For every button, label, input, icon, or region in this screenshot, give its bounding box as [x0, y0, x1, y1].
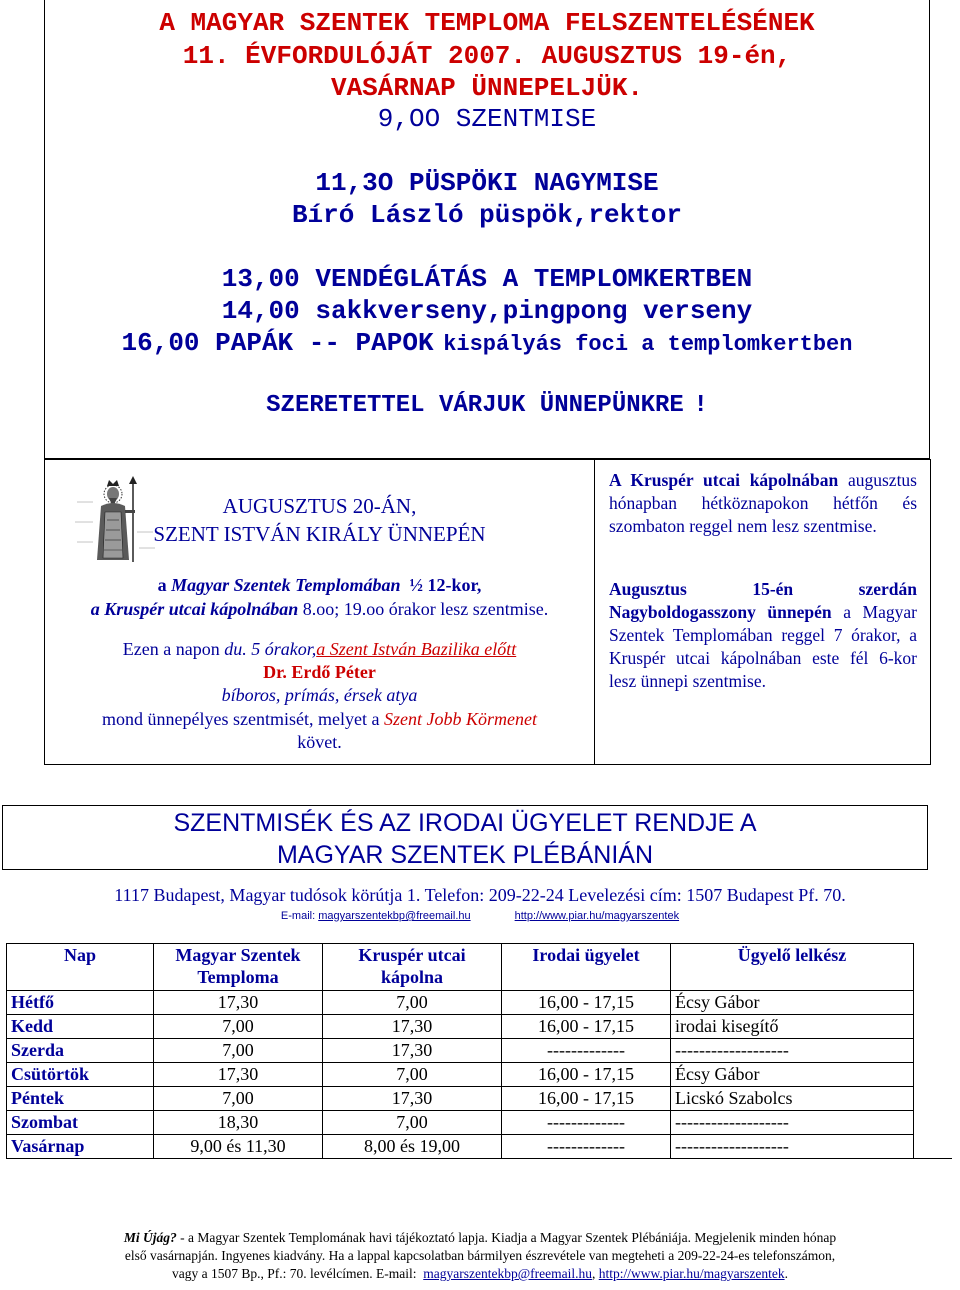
cell-day: Csütörtök	[7, 1063, 154, 1087]
games-time: 14,00 sakkverseny,pingpong verseny	[221, 296, 753, 326]
footer-line3-text: vagy a 1507 Bp., Pf.: 70. levélcímen. E-mail:	[172, 1266, 424, 1281]
cell-office: -------------	[502, 1039, 671, 1063]
cell-chapel: 17,30	[323, 1087, 502, 1111]
st-stephen-heading-line1: AUGUSZTUS 20-ÁN,	[222, 494, 417, 518]
assumption-notice	[609, 578, 917, 693]
basilica-line	[45, 639, 594, 660]
procession-line	[45, 709, 594, 730]
footer-email-link[interactable]: magyarszentekbp@freemail.hu	[423, 1266, 592, 1281]
saint-stephen-image	[65, 472, 165, 570]
anniversary-title-line3: VASÁRNAP ÜNNEPELJÜK.	[330, 73, 644, 103]
cell-church: 7,00	[154, 1087, 323, 1111]
cell-day: Vasárnap	[7, 1135, 154, 1159]
cell-chapel: 17,30	[323, 1015, 502, 1039]
parish-address: 1117 Budapest, Magyar tudósok körútja 1. Telefon: 209-22-24 Levelezési cím: 1507 Budapest Pf. 70.	[114, 885, 846, 905]
church-mass-line	[45, 575, 594, 596]
cell-church: 7,00	[154, 1039, 323, 1063]
footer-line1	[0, 1229, 960, 1247]
table-divider	[914, 1158, 952, 1159]
august-weekday-notice-lead: A Kruspér utcai kápolnában	[609, 470, 839, 490]
newsletter-footer	[0, 1229, 960, 1283]
header-priest: Ügyelő lelkész	[671, 944, 914, 991]
cell-priest: Licskó Szabolcs	[671, 1087, 914, 1111]
schedule-title-line1: SZENTMISÉK ÉS AZ IRODAI ÜGYELET RENDJE A	[173, 809, 757, 837]
procession-name: Szent Jobb Körmenet	[383, 709, 537, 729]
celebrant-name: Bíró László püspök,rektor	[291, 200, 683, 230]
footer-line2: első vasárnapján. Ingyenes kiadvány. Ha a lappal kapcsolatban bármilyen észrevétele van megteheti a 209-22-24-es telefonszámon,	[124, 1248, 836, 1263]
basilica-prefix: Ezen a napon	[122, 639, 225, 659]
table-row	[7, 1111, 914, 1135]
schedule-title-line2: MAGYAR SZENTEK PLÉBÁNIÁN	[276, 841, 653, 869]
august-weekday-notice	[609, 469, 917, 538]
assumption-notice-text: a Magyar Szentek Templomában reggel 7 órakor, a Kruspér utcai kápolnában este fél 6-kor lesz ünnepi szentmise.	[609, 602, 917, 691]
email-label: E-mail:	[280, 910, 319, 922]
hospitality-time: 13,00 VENDÉGLÁTÁS A TEMPLOMKERTBEN	[221, 264, 753, 294]
footer-line1-text: - a Magyar Szentek Templomának havi tájékoztató lapja. Kiadja a Magyar Szentek Plébániája. Megjelenik minden hónap	[176, 1230, 837, 1245]
table-row	[7, 1087, 914, 1111]
august-weekday-notice-text: augusztus hónapban hétköznapokon hétfőn és szombaton reggel nem lesz szentmise.	[609, 470, 917, 536]
table-row	[7, 1015, 914, 1039]
cell-priest: Écsy Gábor	[671, 1063, 914, 1087]
procession-end: követ.	[297, 732, 342, 752]
football-main: 16,00 PAPÁK -- PAPOK	[121, 328, 434, 358]
chapel-name: a Kruspér utcai kápolnában	[90, 599, 299, 619]
welcome-line	[45, 392, 929, 419]
newsletter-name: Mi Újág?	[123, 1230, 177, 1245]
basilica-time: du. 5 órakor,	[224, 639, 317, 659]
cardinal-title: bíboros, prímás, érsek atya	[221, 685, 418, 705]
cardinal-name: Dr. Erdő Péter	[263, 662, 376, 682]
cell-chapel: 7,00	[323, 1063, 502, 1087]
cell-priest: -------------------	[671, 1039, 914, 1063]
cell-office: 16,00 - 17,15	[502, 1087, 671, 1111]
footer-line3	[0, 1265, 960, 1283]
cell-priest: -------------------	[671, 1135, 914, 1159]
chapel-mass-times: 8.oo; 19.oo órakor lesz szentmise.	[298, 599, 549, 619]
header-office: Irodai ügyelet	[502, 944, 671, 991]
church-mass-time: ½ 12-kor,	[400, 575, 482, 595]
header-chapel: Kruspér utcai kápolna	[323, 944, 502, 991]
table-header-row	[7, 944, 914, 991]
email-link[interactable]: magyarszentekbp@freemail.hu	[318, 910, 471, 922]
cell-church: 7,00	[154, 1015, 323, 1039]
table-row	[7, 991, 914, 1015]
cell-priest: irodai kisegítő	[671, 1015, 914, 1039]
anniversary-announcement	[44, 0, 930, 459]
basilica-place: a Szent István Bazilika előtt	[316, 639, 517, 659]
cell-church: 17,30	[154, 1063, 323, 1087]
cell-church: 9,00 és 11,30	[154, 1135, 323, 1159]
cell-office: 16,00 - 17,15	[502, 1063, 671, 1087]
st-stephen-heading-line2: SZENT ISTVÁN KIRÁLY ÜNNEPÉN	[153, 522, 486, 546]
footer-end: .	[784, 1266, 788, 1281]
table-row	[7, 1039, 914, 1063]
church-mass-prefix: a	[157, 575, 172, 595]
cell-chapel: 7,00	[323, 1111, 502, 1135]
cell-priest: -------------------	[671, 1111, 914, 1135]
assumption-notice-lead: Augusztus 15-én szerdán Nagyboldogasszony ünnepén	[609, 579, 917, 622]
procession-prefix: mond ünnepélyes szentmisét, melyet a	[102, 709, 384, 729]
cell-chapel: 7,00	[323, 991, 502, 1015]
high-mass-time: 11,3O PÜSPÖKI NAGYMISE	[315, 168, 659, 198]
st-stephen-box	[44, 459, 595, 765]
chapel-notice-box	[594, 459, 931, 765]
cell-office: 16,00 - 17,15	[502, 991, 671, 1015]
cell-priest: Écsy Gábor	[671, 991, 914, 1015]
cell-church: 17,30	[154, 991, 323, 1015]
website-link[interactable]: http://www.piar.hu/magyarszentek	[514, 910, 680, 922]
table-row	[7, 1135, 914, 1159]
cell-day: Szerda	[7, 1039, 154, 1063]
cell-church: 18,30	[154, 1111, 323, 1135]
chapel-mass-line	[45, 599, 594, 620]
church-name: Magyar Szentek Templomában	[171, 575, 401, 595]
cell-day: Péntek	[7, 1087, 154, 1111]
anniversary-title-line1: A MAGYAR SZENTEK TEMPLOMA FELSZENTELÉSÉNEK	[159, 8, 815, 38]
header-day: Nap	[7, 944, 154, 991]
football-rest: kispályás foci a templomkertben	[443, 332, 853, 357]
schedule-title-box	[2, 805, 928, 870]
cell-day: Szombat	[7, 1111, 154, 1135]
cell-office: -------------	[502, 1135, 671, 1159]
cell-office: -------------	[502, 1111, 671, 1135]
table-row	[7, 1063, 914, 1087]
contact-links	[0, 910, 960, 922]
cell-office: 16,00 - 17,15	[502, 1015, 671, 1039]
cell-chapel: 8,00 és 19,00	[323, 1135, 502, 1159]
mass-time: 9,OO SZENTMISE	[377, 104, 597, 134]
cell-day: Kedd	[7, 1015, 154, 1039]
welcome-text: SZERETETTEL VÁRJUK ÜNNEPÜNKRE	[266, 392, 684, 419]
footer-sep: ,	[591, 1266, 599, 1281]
cell-day: Hétfő	[7, 991, 154, 1015]
header-church: Magyar Szentek Temploma	[154, 944, 323, 991]
welcome-mark: !	[693, 392, 708, 419]
football-line	[45, 328, 929, 358]
footer-website-link[interactable]: http://www.piar.hu/magyarszentek	[598, 1266, 785, 1281]
cell-chapel: 17,30	[323, 1039, 502, 1063]
anniversary-title-line2: 11. ÉVFORDULÓJÁT 2007. AUGUSZTUS 19-én,	[182, 41, 792, 71]
mass-schedule-table	[6, 943, 914, 1159]
